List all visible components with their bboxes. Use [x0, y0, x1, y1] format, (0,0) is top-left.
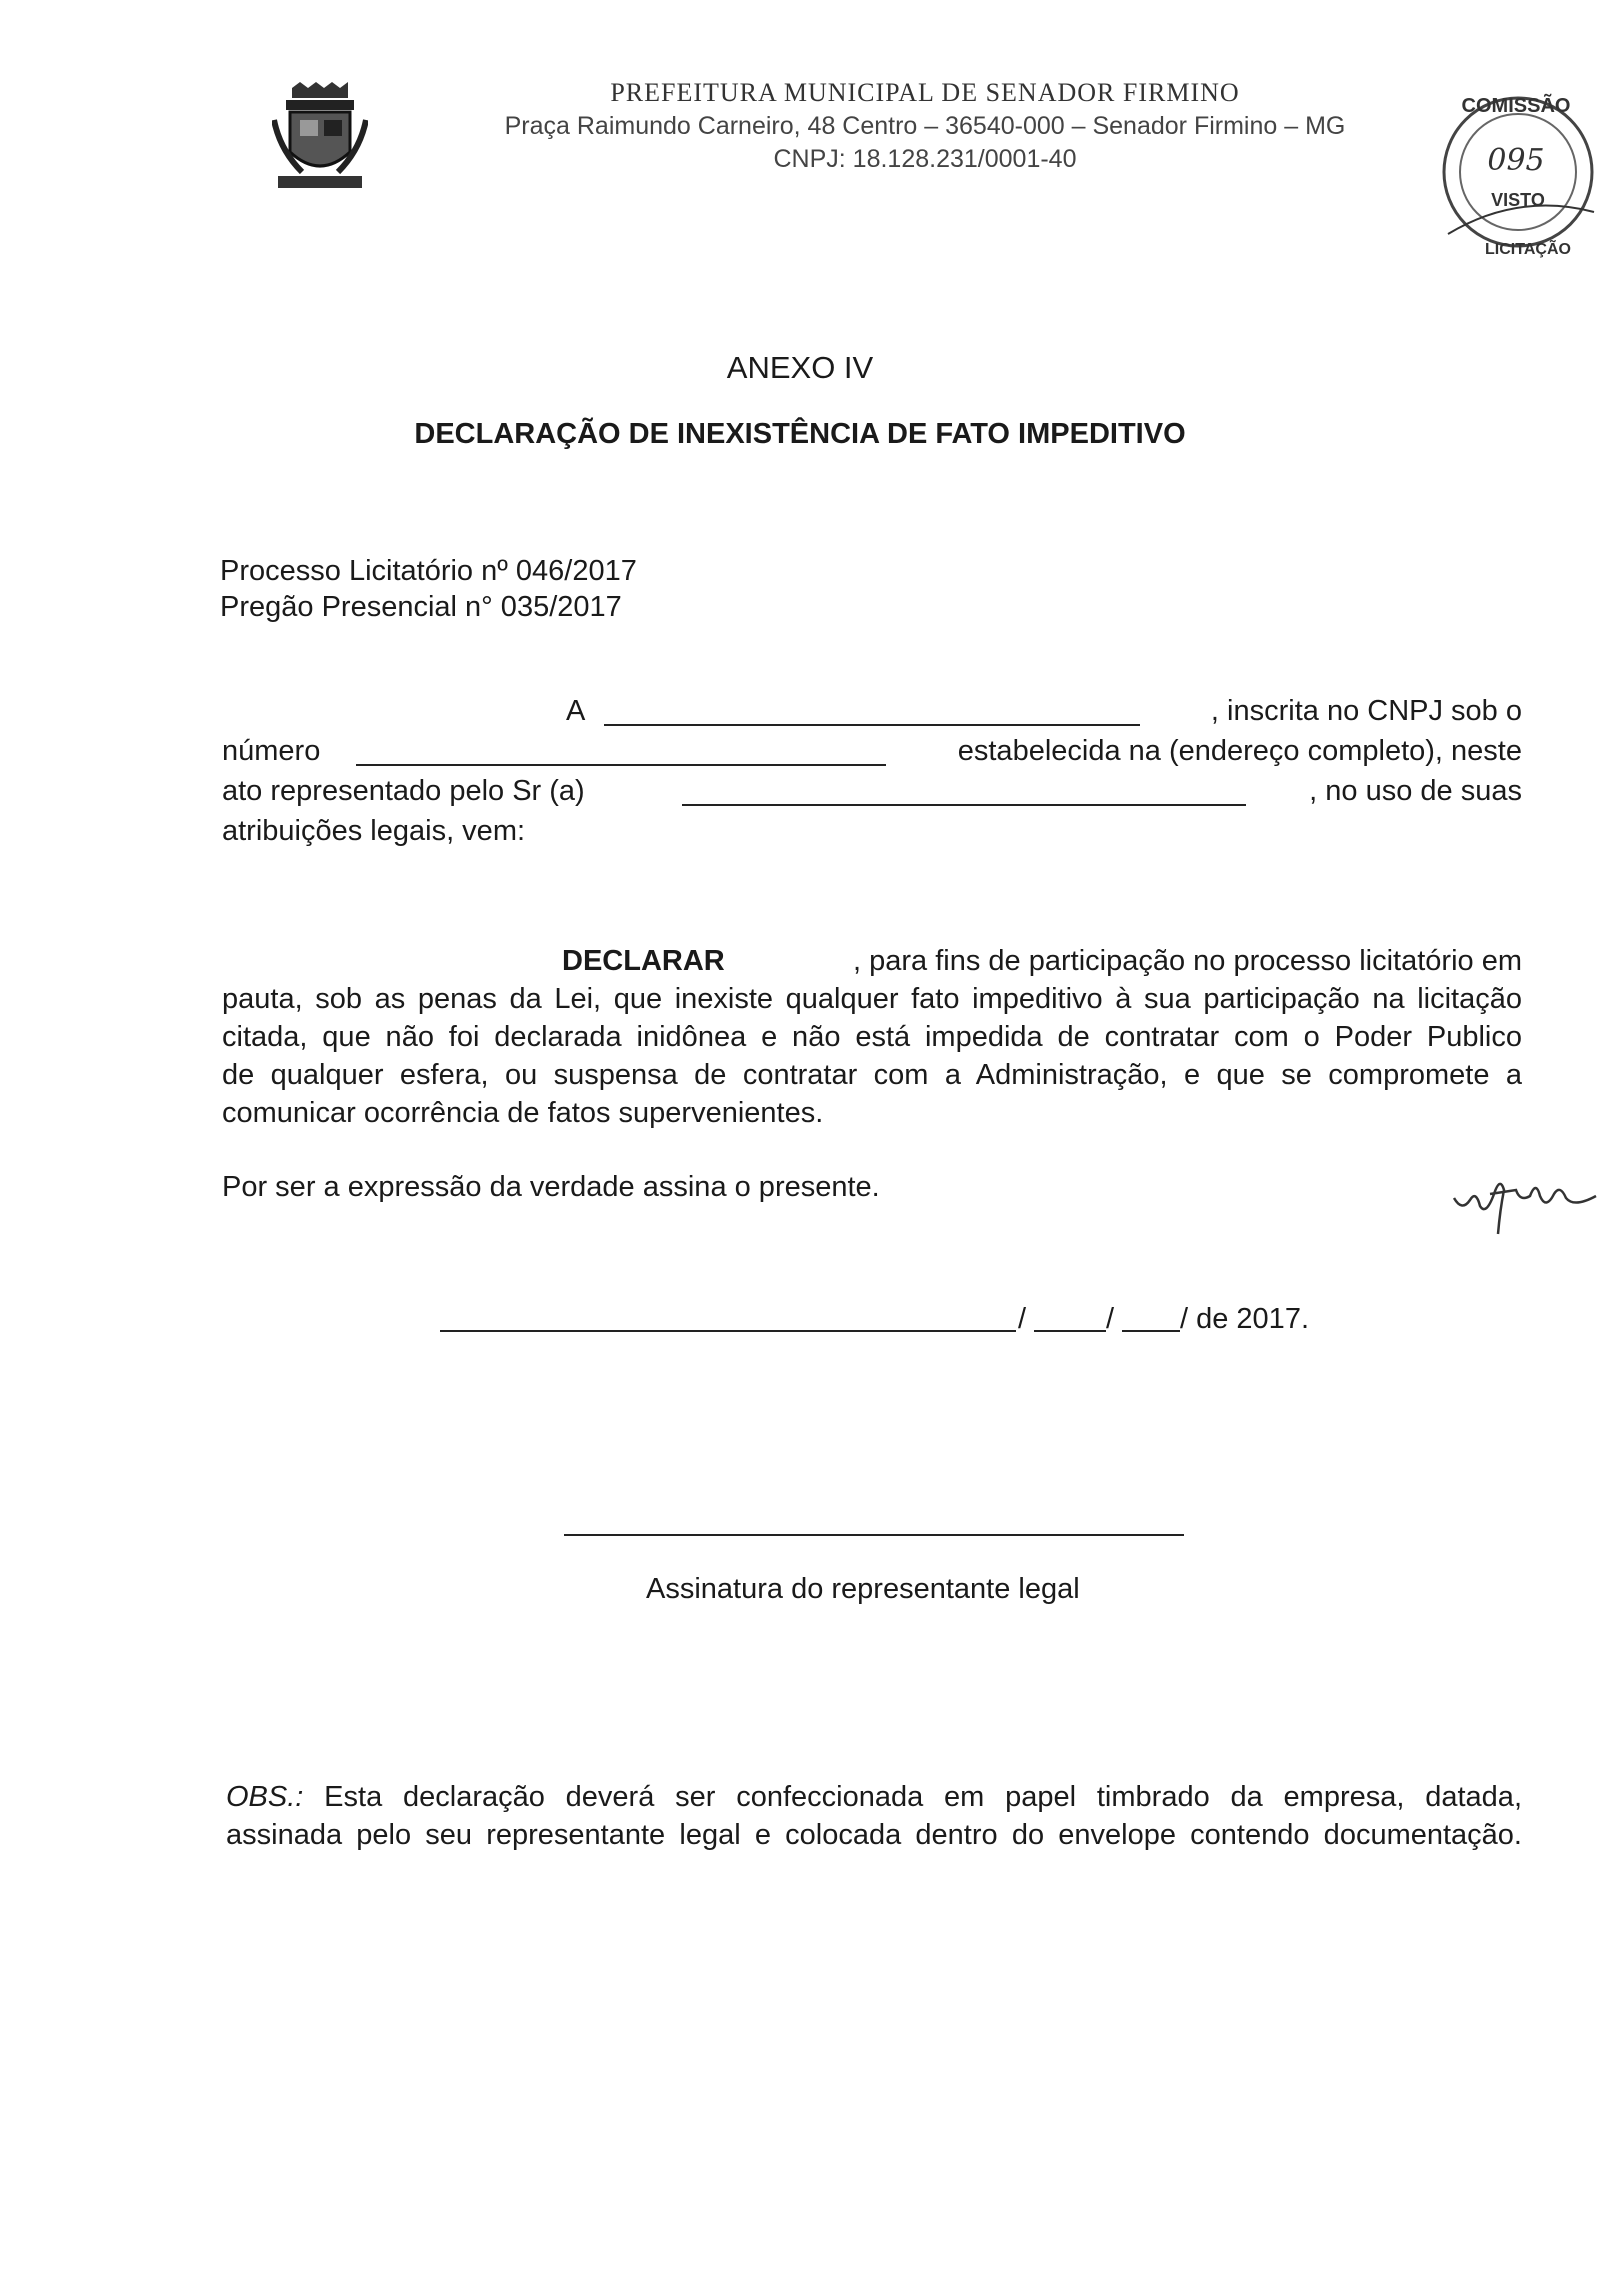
obs-text-1: Esta declaração deverá ser confeccionada em papel timbrado da empresa, datada,	[324, 1781, 1522, 1813]
annex-title: ANEXO IV	[726, 350, 874, 385]
intro-ato: ato representado pelo Sr (a)	[222, 775, 585, 807]
date-slash-1: /	[1018, 1303, 1027, 1335]
intro-atribuicoes: atribuições legais, vem:	[222, 815, 526, 847]
municipality-address: Praça Raimundo Carneiro, 48 Centro – 36540-000 – Senador Firmino – MG	[504, 112, 1346, 140]
body-line-2: pauta, sob as penas da Lei, que inexiste qualquer fato impeditivo à sua participação na licitação	[222, 983, 1522, 1015]
representative-blank	[682, 776, 1246, 806]
stamp-licitacao-text: LICITAÇÃO	[1485, 241, 1571, 258]
handwritten-initials	[1450, 1150, 1600, 1240]
body-line-3: citada, que não foi declarada inidônea e não está impedida de contratar com o Poder Publico	[222, 1021, 1522, 1053]
municipality-cnpj: CNPJ: 18.128.231/0001-40	[773, 145, 1077, 173]
signature-label: Assinatura do representante legal	[646, 1573, 1080, 1605]
day-blank	[1034, 1302, 1106, 1332]
body-line-1: , para fins de participação no processo licitatório em	[853, 945, 1522, 977]
intro-uso: , no uso de suas	[1309, 775, 1522, 807]
place-blank	[440, 1302, 1016, 1332]
intro-inscrita: , inscrita no CNPJ sob o	[1210, 695, 1522, 727]
stamp-page-number: 095	[1487, 143, 1545, 178]
date-year: / de 2017.	[1180, 1303, 1309, 1335]
body-line-4: de qualquer esfera, ou suspensa de contratar com a Administração, e que se compromete a	[222, 1059, 1522, 1091]
stamp-visto-text: VISTO	[1491, 190, 1545, 210]
obs-line-2: assinada pelo seu representante legal e colocada dentro do envelope contendo documentação.	[226, 1819, 1522, 1851]
auction-number: Pregão Presencial n° 035/2017	[220, 591, 622, 623]
municipal-coat-of-arms	[272, 80, 368, 198]
company-name-blank	[604, 696, 1140, 726]
process-number: Processo Licitatório nº 046/2017	[220, 555, 637, 587]
obs-line-1	[226, 1778, 1522, 1816]
signature-line	[564, 1534, 1184, 1536]
municipality-name: PREFEITURA MUNICIPAL DE SENADOR FIRMINO	[610, 78, 1240, 107]
stamp-commission-text: COMISSÃO	[1461, 95, 1571, 117]
closing-statement: Por ser a expressão da verdade assina o presente.	[222, 1171, 880, 1203]
commission-stamp	[1418, 62, 1600, 272]
intro-numero: número	[222, 735, 321, 767]
intro-estabelecida: estabelecida na (endereço completo), neste	[957, 735, 1522, 767]
month-blank	[1122, 1302, 1180, 1332]
declare-keyword: DECLARAR	[562, 945, 725, 977]
obs-label: OBS.:	[226, 1781, 304, 1813]
cnpj-blank	[356, 736, 886, 766]
declaration-title: DECLARAÇÃO DE INEXISTÊNCIA DE FATO IMPEDITIVO	[414, 418, 1186, 450]
body-line-5: comunicar ocorrência de fatos supervenientes.	[222, 1097, 824, 1129]
intro-a: A	[566, 695, 586, 727]
date-slash-2: /	[1106, 1303, 1115, 1335]
